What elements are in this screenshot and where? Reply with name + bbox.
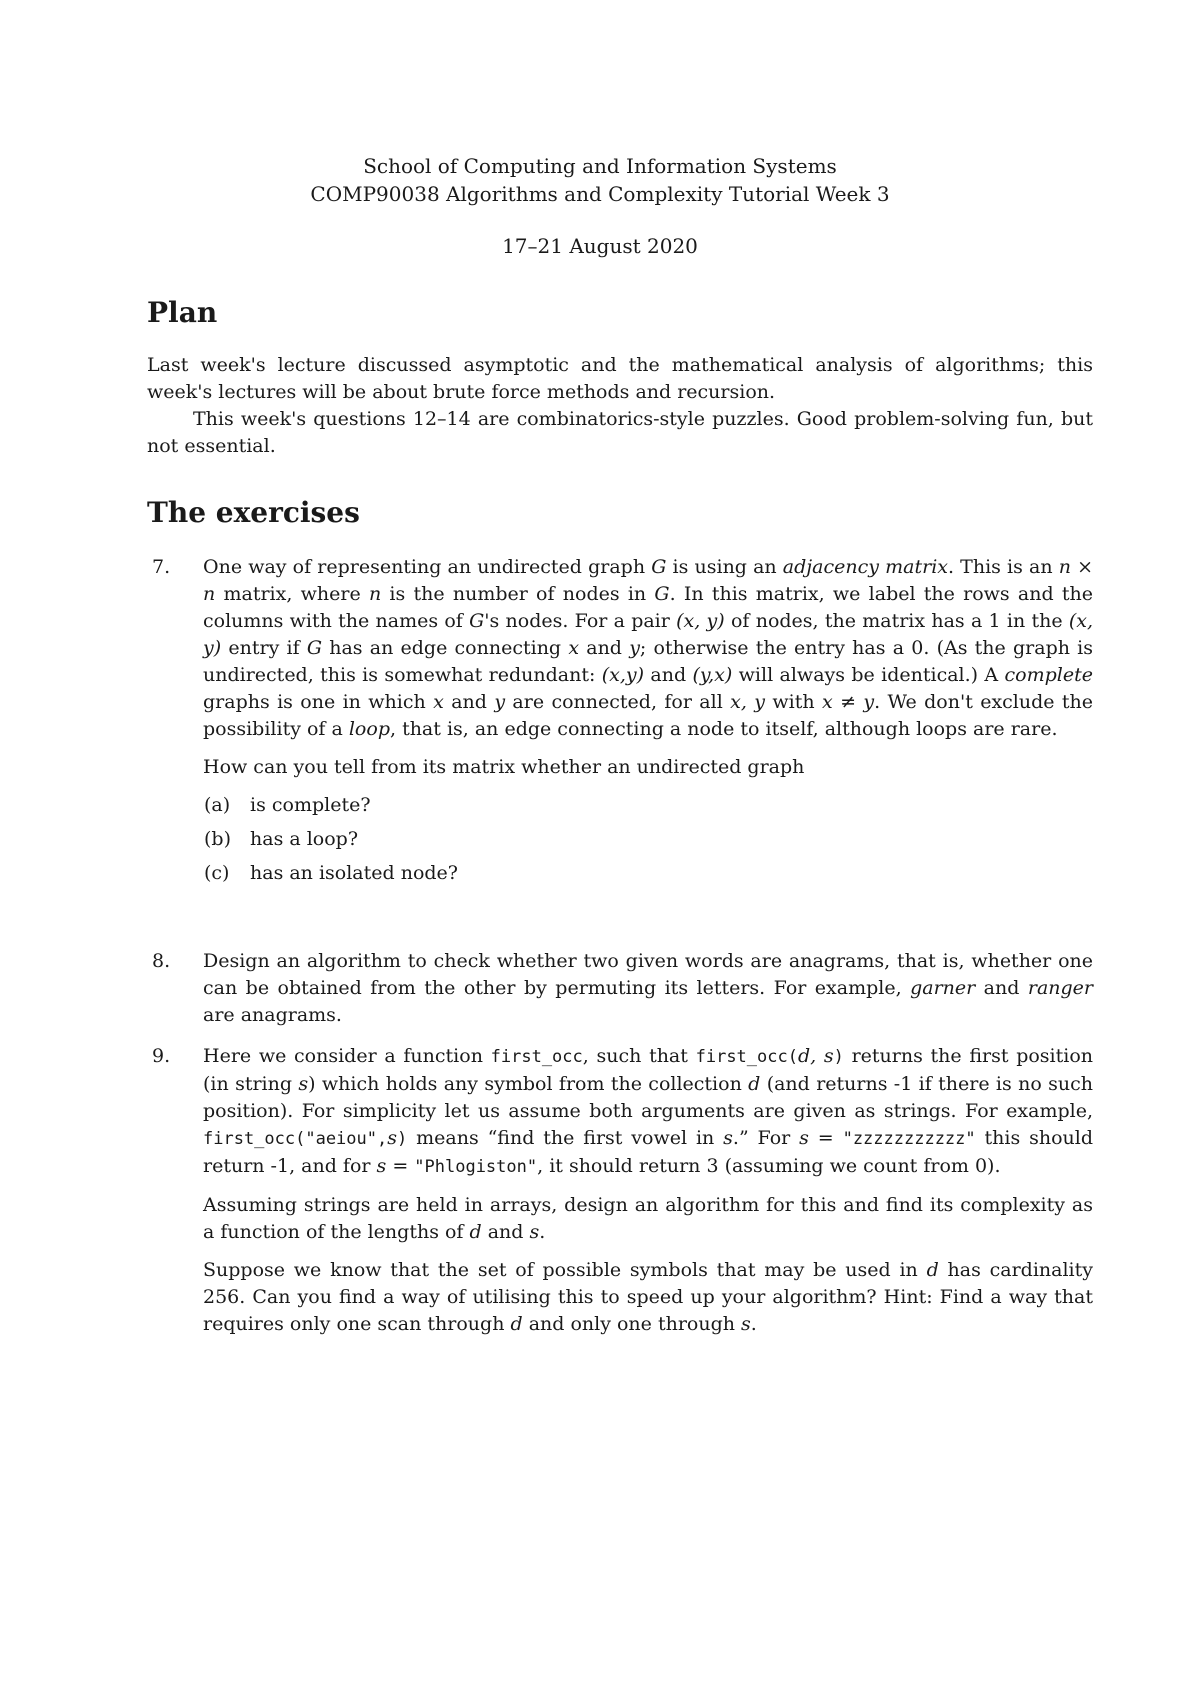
plan-paragraph-1: Last week's lecture discussed asymptotic and the mathematical analysis of algorithms; this week's lectures will be about brute force methods and recursion. <box>147 354 1093 403</box>
exercise-number: 7. <box>152 556 171 578</box>
course-title: COMP90038 Algorithms and Complexity Tutorial Week 3 <box>310 182 890 206</box>
exercises-heading: The exercises <box>147 496 360 529</box>
sub-question-a: (a) is complete? <box>204 794 371 816</box>
exercise-7 <box>152 554 1094 894</box>
exercise-9-paragraph-3: Suppose we know that the set of possible symbols that may be used in d has cardinality 256. Can you find a way of utilising this to speed up your algorithm? Hint: Find a way that requires only one scan through d and only one through s. <box>203 1259 1093 1335</box>
tutorial-dates: 17–21 August 2020 <box>502 234 698 258</box>
plan-heading: Plan <box>147 296 218 329</box>
sub-question-b: (b) has a loop? <box>204 828 359 850</box>
exercise-9-description: Here we consider a function first_occ, such that first_occ(d, s) returns the first position (in string s) which holds any symbol from the collection d (and returns -1 if there is no such position). For simplicity let us assume both arguments are given as strings. For example, first_occ("aeiou",s) means “find the first vowel in s.” For s = "zzzzzzzzzzz" this should return -1, and for s = "Phlogiston", it should return 3 (assuming we count from 0). <box>203 1045 1094 1177</box>
exercise-number: 8. <box>152 950 171 972</box>
exercise-7-question: How can you tell from its matrix whether an undirected graph <box>203 756 805 778</box>
exercise-8-description: Design an algorithm to check whether two given words are anagrams, that is, whether one can be obtained from the other by permuting its letters. For example, garner and ranger are anagrams. <box>203 950 1093 1026</box>
school-name: School of Computing and Information Systems <box>363 154 837 178</box>
exercise-number: 9. <box>152 1045 171 1067</box>
sub-question-c: (c) has an isolated node? <box>204 862 458 884</box>
plan-paragraph-2: This week's questions 12–14 are combinatorics-style puzzles. Good problem-solving fun, but not essential. <box>147 408 1093 457</box>
exercise-9 <box>152 1043 1094 1349</box>
exercise-8 <box>152 948 1093 1040</box>
exercise-7-description: One way of representing an undirected graph G is using an adjacency matrix. This is an n × n matrix, where n is the number of nodes in G. In this matrix, we label the rows and the columns with the names of G's nodes. For a pair (x, y) of nodes, the matrix has a 1 in the (x, y) entry if G has an edge connecting x and y; otherwise the entry has a 0. (As the graph is undirected, this is somewhat redundant: (x,y) and (y,x) will always be identical.) A complete graphs is one in which x and y are connected, for all x, y with x ≠ y. We don't exclude the possibility of a loop, that is, an edge connecting a node to itself, although loops are rare. <box>203 556 1094 740</box>
exercise-9-paragraph-2: Assuming strings are held in arrays, design an algorithm for this and find its complexity as a function of the lengths of d and s. <box>203 1194 1093 1243</box>
